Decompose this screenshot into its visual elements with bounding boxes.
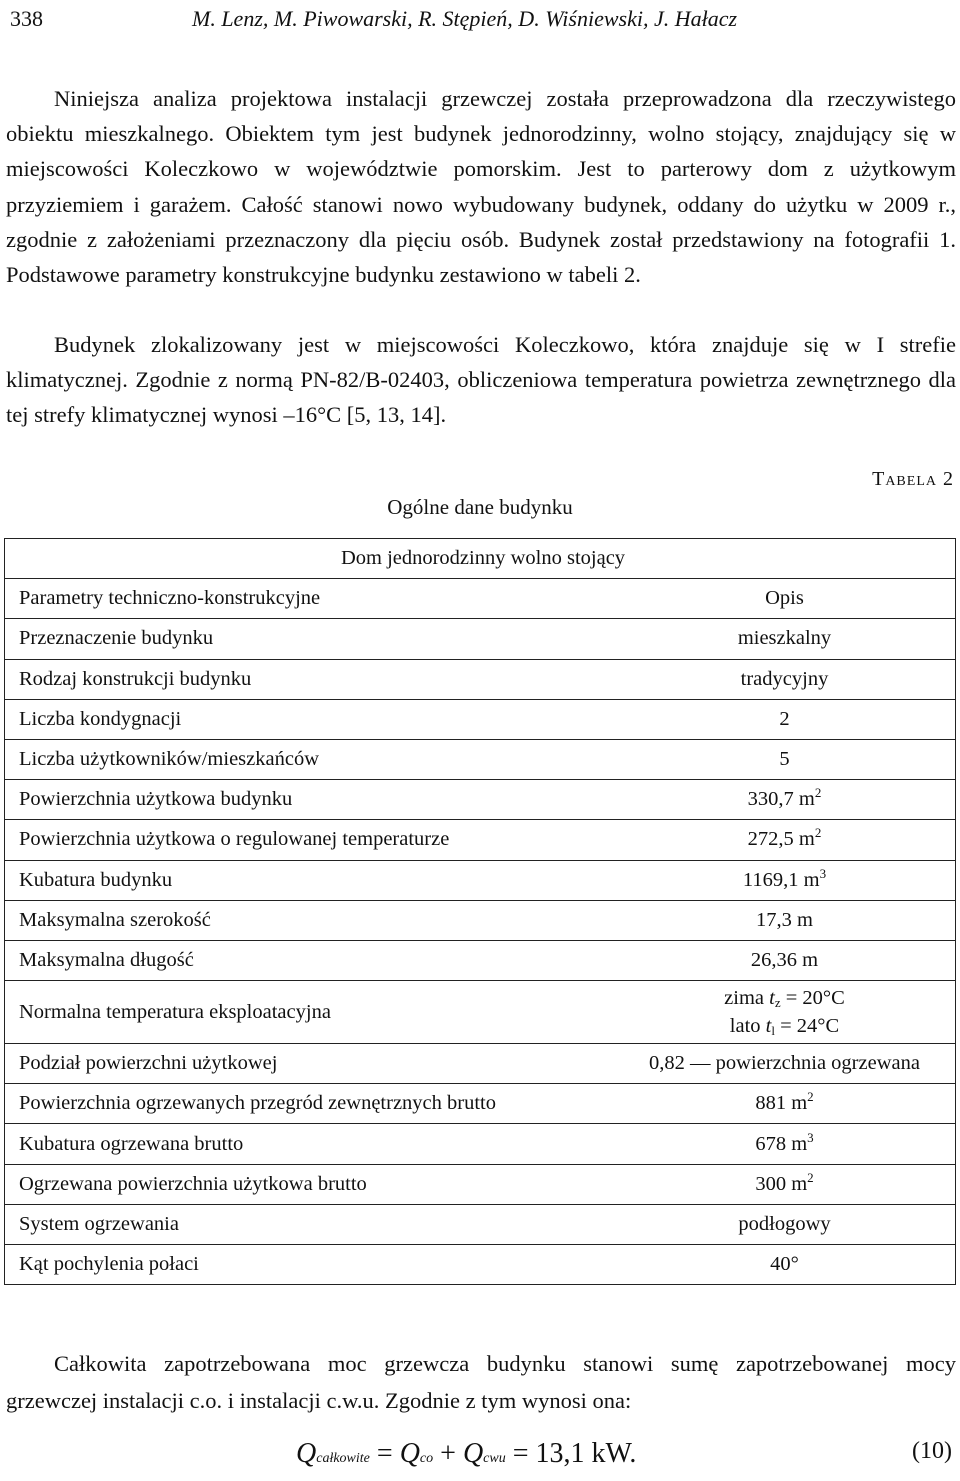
value-cell: 40° [608, 1245, 956, 1285]
equation-result: = 13,1 kW. [505, 1438, 637, 1469]
value-cell [608, 1124, 956, 1164]
table-span-header: Dom jednorodzinny wolno stojący [5, 539, 956, 579]
equation-number: (10) [912, 1438, 952, 1464]
unit-exponent: 2 [814, 825, 822, 841]
unit-exponent: 3 [819, 865, 827, 881]
page-number: 338 [10, 6, 43, 31]
table-row [5, 699, 956, 739]
unit-exponent: 3 [807, 1129, 814, 1145]
param-cell: Liczba użytkowników/mieszkańców [5, 739, 609, 779]
param-cell: Kąt pochylenia połaci [5, 1245, 609, 1285]
value-cell: mieszkalny [608, 619, 956, 659]
param-cell: Rodzaj konstrukcji budynku [5, 659, 609, 699]
unit-exponent: 2 [807, 1089, 814, 1105]
value-cell [608, 1164, 956, 1204]
param-cell: Powierzchnia użytkowa budynku [5, 780, 609, 820]
table-label: Tabela 2 [872, 468, 954, 490]
param-cell: Podział powierzchni użytkowej [5, 1044, 609, 1084]
paragraph-climate-zone: Budynek zlokalizowany jest w miejscowości Koleczkowo, która znajduje się w I strefie klimatycznej. Zgodnie z normą PN-82/B-02403, obliczeniowa temperatura powietrza zewnętrznego dla tej strefy klimatycznej wynosi –16°C [5, 13, 14]. [6, 332, 956, 428]
param-cell: Normalna temperatura eksploatacyjna [5, 981, 609, 1044]
table-row [5, 1245, 956, 1285]
running-header [10, 6, 950, 36]
value-cell: 5 [608, 739, 956, 779]
building-data-table [4, 538, 956, 1285]
table-row [5, 1044, 956, 1084]
value-text: 330,7 m [747, 788, 815, 811]
table-row [5, 780, 956, 820]
summer-temperature: lato $t_l = 24^\circ C$ [729, 1015, 840, 1039]
param-cell: Przeznaczenie budynku [5, 619, 609, 659]
table-row [5, 981, 956, 1044]
winter-temperature: zima $t_z = 20^\circ C$ [724, 987, 845, 1011]
param-cell: Ogrzewana powierzchnia użytkowa brutto [5, 1164, 609, 1204]
value-cell [608, 860, 956, 900]
table-span-header-row [5, 539, 956, 579]
subscript-total: całkowite [316, 1451, 370, 1466]
table-row [5, 739, 956, 779]
paragraph-heating-power: Całkowita zapotrzebowana moc grzewcza budynku stanowi sumę zapotrzebowanej mocy grzewczej instalacji c.o. i instalacji c.w.u. Zgodnie z tym wynosi ona: [6, 1351, 956, 1413]
value-text: 300 m [755, 1172, 808, 1195]
table-title: Ogólne dane budynku [387, 495, 573, 519]
table-row [5, 900, 956, 940]
value-text: 881 m [755, 1092, 808, 1115]
value-cell [608, 1084, 956, 1124]
table-row [5, 940, 956, 980]
table-row [5, 659, 956, 699]
value-cell [608, 780, 956, 820]
unit-exponent: 2 [807, 1169, 814, 1185]
paragraph-building-description: Niniejsza analiza projektowa instalacji grzewczej została przeprowadzona dla rzeczywistego obiektu mieszkalnego. Obiektem tym jest budynek jednorodzinny, wolno stojący, znajdujący się w miejscowości Koleczkowo w województwie pomorskim. Jest to parterowy dom z użytkowym przyziemiem i garażem. Całość stanowi nowo wybudowany budynek, oddany do użytku w 2009 r., zgodnie z założeniami przeznaczony dla pięciu osób. Budynek został przedstawiony na fotografii 1. Podstawowe parametry konstrukcyjne budynku zestawiono w tabeli 2. [6, 86, 956, 288]
param-cell: Kubatura ogrzewana brutto [5, 1124, 609, 1164]
subscript-cwu: cwu [483, 1451, 506, 1466]
unit-exponent: 2 [814, 785, 822, 801]
value-text: 272,5 m [747, 828, 815, 851]
value-cell [608, 981, 956, 1044]
header-authors: M. Lenz, M. Piwowarski, R. Stępień, D. Wiśniewski, J. Hałacz [192, 6, 738, 31]
table-row [5, 1124, 956, 1164]
table-row [5, 1204, 956, 1244]
table-row [5, 619, 956, 659]
table-header-row [5, 579, 956, 619]
column-header-param: Parametry techniczno-konstrukcyjne [5, 579, 609, 619]
param-cell: Maksymalna długość [5, 940, 609, 980]
value-text: 678 m [755, 1132, 808, 1155]
table-row [5, 860, 956, 900]
value-text: 1169,1 m [742, 868, 820, 891]
table-row [5, 1164, 956, 1204]
param-cell: System ogrzewania [5, 1204, 609, 1244]
param-cell: Maksymalna szerokość [5, 900, 609, 940]
column-header-desc: Opis [608, 579, 956, 619]
value-cell: 26,36 m [608, 940, 956, 980]
table-row [5, 1084, 956, 1124]
subscript-co: co [419, 1451, 434, 1466]
value-cell: podłogowy [608, 1204, 956, 1244]
param-cell: Powierzchnia ogrzewanych przegród zewnętrznych brutto [5, 1084, 609, 1124]
value-cell: tradycyjny [608, 659, 956, 699]
value-cell: 2 [608, 699, 956, 739]
value-cell: 0,82 — powierzchnia ogrzewana [608, 1044, 956, 1084]
equation-body: Qcałkowite = Qco + Qcwu = 13,1 kW. [296, 1438, 637, 1469]
param-cell: Kubatura budynku [5, 860, 609, 900]
param-cell: Liczba kondygnacji [5, 699, 609, 739]
table-row [5, 820, 956, 860]
equation-total-heat-demand [0, 1438, 960, 1480]
value-cell: 17,3 m [608, 900, 956, 940]
value-cell [608, 820, 956, 860]
param-cell: Powierzchnia użytkowa o regulowanej temperaturze [5, 820, 609, 860]
